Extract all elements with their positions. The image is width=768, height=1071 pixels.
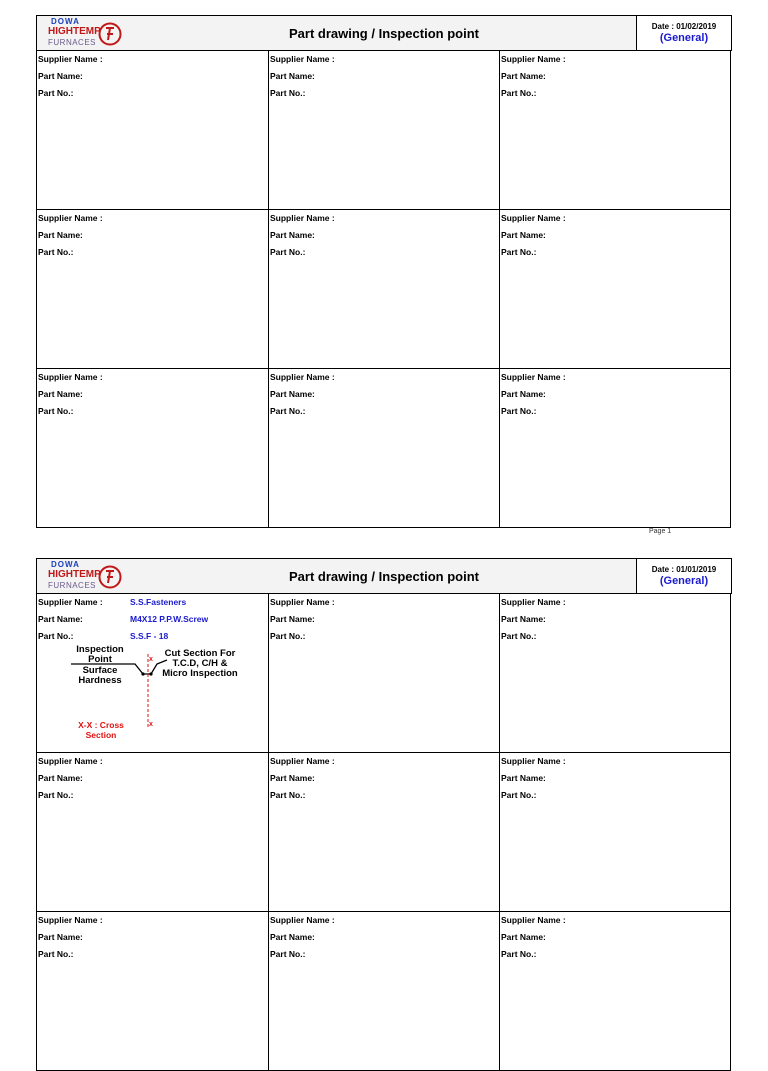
part-no-label: Part No.: xyxy=(38,790,74,800)
part-cell xyxy=(37,210,269,369)
supplier-name-label: Supplier Name : xyxy=(501,756,566,766)
inspection-point-label: Inspection Point xyxy=(76,644,124,665)
part-cell xyxy=(269,912,500,1071)
part-no-label: Part No.: xyxy=(501,247,537,257)
x-mark-top: x xyxy=(149,656,153,663)
part-no-label: Part No.: xyxy=(501,631,537,641)
page-title: Part drawing / Inspection point xyxy=(131,16,637,50)
inspection-sheet-1 xyxy=(36,15,732,528)
parts-grid xyxy=(36,51,732,528)
part-cell xyxy=(37,912,269,1071)
part-cell xyxy=(500,594,731,753)
x-mark-bottom: x xyxy=(149,721,153,728)
part-name-label: Part Name: xyxy=(270,389,315,399)
part-no-label: Part No.: xyxy=(501,790,537,800)
supplier-name-label: Supplier Name : xyxy=(270,597,335,607)
date-box xyxy=(636,559,731,593)
supplier-name-row xyxy=(37,594,268,611)
part-name-label: Part Name: xyxy=(38,230,83,240)
category-label: (General) xyxy=(659,575,709,587)
category-label: (General) xyxy=(659,32,709,44)
supplier-name-label: Supplier Name : xyxy=(501,372,566,382)
part-no-value: S.S.F - 18 xyxy=(130,631,169,641)
supplier-name-value: S.S.Fasteners xyxy=(130,597,187,607)
part-no-label: Part No.: xyxy=(38,88,74,98)
part-name-label: Part Name: xyxy=(501,932,546,942)
supplier-name-label: Supplier Name : xyxy=(38,915,103,925)
part-name-label: Part Name: xyxy=(501,71,546,81)
part-name-label: Part Name: xyxy=(270,614,315,624)
part-no-label: Part No.: xyxy=(38,406,74,416)
part-cell xyxy=(269,51,500,210)
part-name-value: M4X12 P.P.W.Screw xyxy=(130,614,209,624)
part-name-label: Part Name: xyxy=(270,773,315,783)
section-sketch xyxy=(37,646,269,752)
supplier-name-label: Supplier Name : xyxy=(501,213,566,223)
supplier-name-label: Supplier Name : xyxy=(38,756,103,766)
part-no-label: Part No.: xyxy=(38,631,74,641)
part-no-label: Part No.: xyxy=(270,949,306,959)
supplier-name-label: Supplier Name : xyxy=(270,54,335,64)
part-no-label: Part No.: xyxy=(270,406,306,416)
part-cell xyxy=(269,753,500,912)
logo-emblem-icon xyxy=(98,565,122,589)
part-cell xyxy=(269,210,500,369)
part-name-label: Part Name: xyxy=(270,932,315,942)
part-no-label: Part No.: xyxy=(270,631,306,641)
part-name-label: Part Name: xyxy=(501,230,546,240)
part-cell xyxy=(269,369,500,528)
part-no-label: Part No.: xyxy=(501,88,537,98)
supplier-name-label: Supplier Name : xyxy=(38,54,103,64)
part-name-row xyxy=(37,611,268,628)
supplier-name-label: Supplier Name : xyxy=(270,372,335,382)
supplier-name-label: Supplier Name : xyxy=(38,597,103,607)
date-text: Date : 01/01/2019 xyxy=(651,565,717,574)
part-name-label: Part Name: xyxy=(270,230,315,240)
part-cell xyxy=(500,369,731,528)
part-no-label: Part No.: xyxy=(38,247,74,257)
supplier-name-label: Supplier Name : xyxy=(501,597,566,607)
part-name-label: Part Name: xyxy=(270,71,315,81)
company-logo: DOWA HIGHTEMP FURNACES xyxy=(37,16,132,50)
part-cell xyxy=(500,210,731,369)
part-cell xyxy=(37,753,269,912)
part-cell xyxy=(500,912,731,1071)
sheet-header xyxy=(36,15,732,51)
sheet-header xyxy=(36,558,732,594)
supplier-name-label: Supplier Name : xyxy=(270,213,335,223)
company-logo: DOWA HIGHTEMP FURNACES xyxy=(37,559,132,593)
cut-section-label: Cut Section For T.C.D, C/H & Micro Inspection xyxy=(162,648,238,679)
supplier-name-label: Supplier Name : xyxy=(501,915,566,925)
page-title: Part drawing / Inspection point xyxy=(131,559,637,593)
logo-emblem-icon xyxy=(98,22,122,46)
part-no-label: Part No.: xyxy=(270,88,306,98)
part-name-label: Part Name: xyxy=(501,614,546,624)
part-no-label: Part No.: xyxy=(38,949,74,959)
part-name-label: Part Name: xyxy=(38,71,83,81)
supplier-name-label: Supplier Name : xyxy=(38,372,103,382)
part-cell xyxy=(37,51,269,210)
part-no-label: Part No.: xyxy=(501,949,537,959)
inspection-sheet-2 xyxy=(36,558,732,1071)
part-name-label: Part Name: xyxy=(38,614,83,624)
part-no-row xyxy=(37,628,268,645)
part-name-label: Part Name: xyxy=(38,773,83,783)
supplier-name-label: Supplier Name : xyxy=(501,54,566,64)
part-cell xyxy=(500,753,731,912)
part-cell xyxy=(500,51,731,210)
supplier-name-label: Supplier Name : xyxy=(270,756,335,766)
part-name-label: Part Name: xyxy=(38,932,83,942)
date-text: Date : 01/02/2019 xyxy=(651,22,717,31)
part-cell xyxy=(269,594,500,753)
part-name-label: Part Name: xyxy=(501,389,546,399)
part-no-label: Part No.: xyxy=(270,247,306,257)
parts-grid xyxy=(36,594,732,1071)
part-cell xyxy=(37,369,269,528)
date-box xyxy=(636,16,731,50)
part-name-label: Part Name: xyxy=(501,773,546,783)
inspection-drawing xyxy=(37,646,269,752)
cross-section-label: X-X : Cross Section xyxy=(78,720,124,740)
part-no-label: Part No.: xyxy=(501,406,537,416)
supplier-name-label: Supplier Name : xyxy=(270,915,335,925)
part-cell xyxy=(37,594,269,753)
part-name-label: Part Name: xyxy=(38,389,83,399)
part-no-label: Part No.: xyxy=(270,790,306,800)
page-number: Page 1 xyxy=(649,528,672,535)
supplier-name-label: Supplier Name : xyxy=(38,213,103,223)
surface-hardness-label: Surface Hardness xyxy=(78,665,122,686)
